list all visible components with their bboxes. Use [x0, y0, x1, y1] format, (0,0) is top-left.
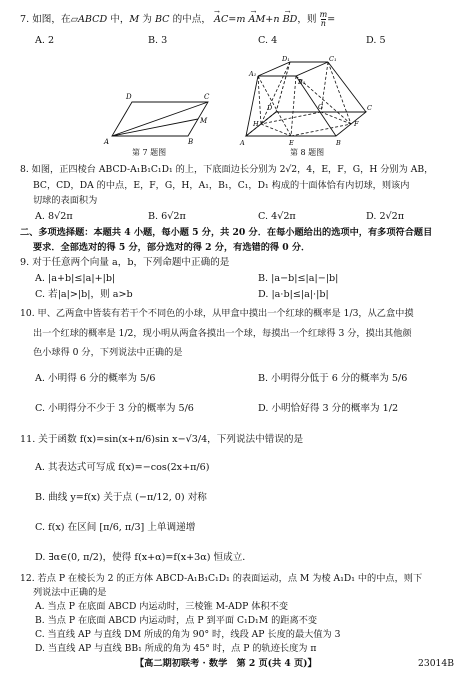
q10-option-d[interactable]: D. 小明恰好得 3 分的概率为 1/2 [258, 403, 399, 414]
q7-label-b: B [188, 138, 194, 146]
q8-option-b[interactable]: B. 6√2π [148, 211, 186, 222]
q7-option-b[interactable]: B. 3 [148, 35, 168, 46]
q8-stem-line-1: 8. 如图，正四棱台 ABCD-A₁B₁C₁D₁ 的上，下底面边长分别为 2√2，4，E，F，G，H 分别为 AB， [20, 164, 434, 175]
q10-stem-line-1: 10. 甲、乙两盒中皆装有若干个不同色的小球，从甲盒中摸出一个红球的概率是 1/3，从乙盒中摸 [20, 308, 414, 319]
q9-option-c[interactable]: C. 若|a|>|b|，则 a>b [35, 289, 133, 300]
q12-option-a[interactable]: A. 当点 P 在底面 ABCD 内运动时，三棱锥 M-ADP 体积不变 [35, 601, 289, 612]
footer-code: 23014B [418, 658, 454, 669]
q7-option-c[interactable]: C. 4 [258, 35, 278, 46]
q10-option-a[interactable]: A. 小明得 6 分的概率为 5/6 [35, 373, 156, 384]
section2-heading-line-2: 要求．全部选对的得 5 分，部分选对的得 2 分，有选错的得 0 分． [33, 242, 311, 253]
q12-stem-line-2: 列说法中正确的是 [33, 587, 107, 598]
q7-label-a: A [104, 138, 110, 146]
q11-stem: 11. 关于函数 f(x)=sin(x+π/6)sin x−√3/4，下列说法中错误的是 [20, 434, 304, 445]
q8-option-a[interactable]: A. 8√2π [35, 211, 73, 222]
q12-option-d[interactable]: D. 当直线 AP 与直线 BB₁ 所成的角为 45° 时，点 P 的轨迹长度为 π [35, 643, 317, 654]
q10-stem-line-2: 出一个红球的概率是 1/2，现小明从两盒各摸出一个球，每摸出一个红球得 3 分，摸出其他颜 [33, 328, 412, 339]
q7-stem: 7. 如图，在▱ABCD 中，M 为 BC 的中点， AC → =m AM → +n BD → ，则 $\frac{m}{n}=$ [20, 8, 336, 28]
q7-label-m: M [200, 117, 208, 125]
q11-option-c[interactable]: C. f(x) 在区间 [π/6, π/3] 上单调递增 [35, 522, 196, 533]
q8-label-d1: D₁ [282, 55, 290, 63]
q9-option-b[interactable]: B. |a−b|≤|a|−|b| [258, 273, 339, 284]
q12-option-b[interactable]: B. 当点 P 在底面 ABCD 内运动时，点 P 到平面 C₁D₁M 的距离不变 [35, 615, 318, 626]
footer-title: 【高二期初联考 · 数学 第 2 页(共 4 页)】 [135, 658, 317, 669]
q7-option-a[interactable]: A. 2 [35, 35, 55, 46]
q8-figure [236, 54, 376, 148]
q9-option-a[interactable]: A. |a+b|≤|a|+|b| [35, 273, 116, 284]
q10-stem-line-3: 色小球得 0 分，下列说法中正确的是 [33, 347, 183, 358]
q8-option-d[interactable]: D. 2√2π [366, 211, 405, 222]
q9-option-d[interactable]: D. |a·b|≤|a|·|b| [258, 289, 329, 300]
q8-label-c1: C₁ [329, 55, 337, 63]
q8-label-g: G [318, 103, 324, 111]
q10-option-c[interactable]: C. 小明得分不少于 3 分的概率为 5/6 [35, 403, 194, 414]
q7-option-d[interactable]: D. 5 [366, 35, 386, 46]
q7-label-c: C [204, 93, 210, 101]
q9-stem: 9. 对于任意两个向量 a，b，下列命题中正确的是 [20, 257, 230, 268]
q8-label-f: F [354, 120, 359, 128]
q8-label-a: A [240, 139, 245, 147]
q8-stem-line-2: BC，CD，DA 的中点，E，F，G，H，A₁，B₁，C₁，D₁ 构成的十面体恰有内切球，则该内 [33, 180, 410, 191]
q7-figure [100, 88, 212, 146]
q8-option-c[interactable]: C. 4√2π [258, 211, 296, 222]
q7-caption: 第 7 题图 [132, 148, 167, 157]
q8-label-a1: A₁ [249, 70, 257, 78]
q8-label-b: B [336, 139, 341, 147]
q8-label-e: E [289, 139, 294, 147]
q12-option-c[interactable]: C. 当直线 AP 与直线 DM 所成的角为 90° 时，线段 AP 长度的最大值为 3 [35, 629, 341, 640]
q8-caption: 第 8 题图 [290, 148, 325, 157]
q7-label-d: D [126, 93, 132, 101]
q8-label-d: D [267, 104, 273, 112]
q11-option-b[interactable]: B. 曲线 y=f(x) 关于点 (−π/12, 0) 对称 [35, 492, 207, 503]
q12-stem-line-1: 12. 若点 P 在棱长为 2 的正方体 ABCD-A₁B₁C₁D₁ 的表面运动，点 M 为棱 A₁D₁ 中的中点，则下 [20, 573, 423, 584]
q8-label-h: H [253, 120, 259, 128]
q11-option-d[interactable]: D. ∃α∈(0, π/2)，使得 f(x+α)=f(x+3α) 恒成立． [35, 552, 252, 563]
q8-label-b1: B₁ [298, 78, 306, 86]
section2-heading-line-1: 二、多项选择题：本题共 4 小题，每小题 5 分，共 20 分．在每小题给出的选项中，有多项符合题目 [20, 227, 433, 238]
q11-option-a[interactable]: A. 其表达式可写成 f(x)=−cos(2x+π/6) [35, 462, 210, 473]
q10-option-b[interactable]: B. 小明得分低于 6 分的概率为 5/6 [258, 373, 408, 384]
q8-label-c: C [367, 104, 372, 112]
q8-stem-line-3: 切球的表面积为 [33, 195, 98, 206]
